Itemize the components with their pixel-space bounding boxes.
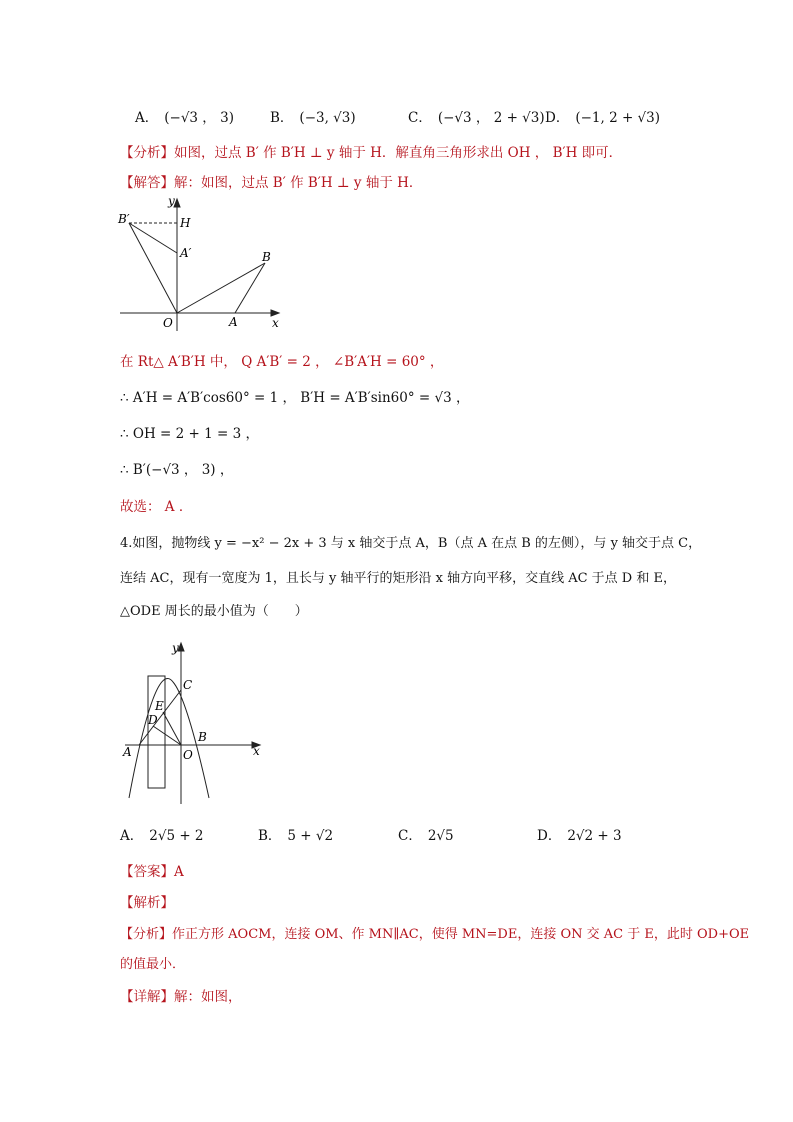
- label-y: y: [168, 195, 175, 208]
- option-label: B．: [258, 828, 282, 844]
- option-label: D．: [537, 828, 562, 844]
- segment-b1-a1: [129, 223, 177, 253]
- label-d: D: [148, 713, 158, 727]
- label-e: E: [155, 699, 164, 713]
- option-value: (−3, √3): [299, 110, 356, 126]
- detail-tag: 【详解】: [120, 989, 174, 1005]
- q3-option-b: [270, 108, 356, 128]
- option-value: 2√2 + 3: [567, 828, 622, 844]
- q4-option-a: [120, 826, 204, 846]
- q3-step-3: ∴ OH = 2 + 1 = 3 ，: [120, 426, 259, 442]
- q4-option-d: [537, 826, 622, 846]
- label-h: H: [180, 216, 191, 230]
- segment-b1-o: [129, 223, 177, 313]
- q3-analysis: [120, 143, 622, 163]
- label-b: B: [262, 250, 271, 264]
- option-value: 2√5: [427, 828, 454, 844]
- option-value: 5 + √2: [287, 828, 334, 844]
- label-y: y: [172, 641, 179, 655]
- analysis-text: 如图，过点 B′ 作 B′H ⊥ y 轴于 H．解直角三角形求出 OH ， B′H 即可．: [174, 145, 623, 161]
- option-value: (−1, 2 + √3): [575, 110, 661, 126]
- q4-jiexi: 【解析】: [120, 895, 174, 911]
- segment-o-b: [177, 263, 265, 313]
- segment-eo: [163, 712, 181, 745]
- figure-rotation-diagram: [115, 195, 290, 335]
- q3-step-1: 在 Rt△ A′B′H 中， Q A′B′ = 2 ， ∠B′A′H = 60° ，: [120, 354, 444, 370]
- q3-step-5: 故选： A ．: [120, 499, 193, 515]
- label-a-prime: A′: [180, 246, 192, 260]
- label-b-prime: B′: [118, 212, 130, 226]
- option-label: D．: [545, 110, 570, 126]
- detail-text: 解：如图，: [174, 989, 242, 1005]
- q4-question-line-2: 连结 AC，现有一宽度为 1，且长与 y 轴平行的矩形沿 x 轴方向平移，交直线 AC 于点 D 和 E，: [120, 571, 676, 586]
- label-a: A: [229, 315, 238, 329]
- segment-b-a: [235, 263, 265, 313]
- option-value: 2√5 + 2: [149, 828, 204, 844]
- option-label: C．: [398, 828, 422, 844]
- solution-text: 解：如图，过点 B′ 作 B′H ⊥ y 轴于 H．: [174, 175, 423, 191]
- parabola: [129, 678, 209, 798]
- option-value: (−√3 ， 3): [164, 110, 234, 126]
- q3-option-d: [545, 108, 660, 128]
- label-b: B: [198, 730, 207, 744]
- q4-question-line-3: △ODE 周长的最小值为（ ）: [120, 604, 308, 619]
- y-axis-arrow: [178, 643, 184, 651]
- q4-detail: [120, 987, 242, 1007]
- analysis-tag: 【分析】: [120, 927, 173, 942]
- label-x: x: [272, 316, 279, 330]
- label-x: x: [253, 744, 260, 758]
- y-axis-arrow: [174, 199, 180, 207]
- option-label: C．: [408, 110, 432, 126]
- figure-parabola-diagram: [115, 638, 265, 806]
- option-value: (−√3 ， 2 + √3): [437, 110, 545, 126]
- q3-solution: [120, 173, 422, 193]
- segment-do: [153, 726, 181, 745]
- q4-analysis-line-1: [120, 925, 749, 945]
- label-o: O: [163, 316, 173, 330]
- analysis-tag: 【分析】: [120, 145, 174, 161]
- label-a: A: [123, 745, 132, 759]
- q3-option-c: [408, 108, 545, 128]
- solution-tag: 【解答】: [120, 175, 174, 191]
- q4-option-b: [258, 826, 333, 846]
- label-c: C: [183, 678, 193, 692]
- q3-step-4: ∴ B′(−√3 ， 3) ，: [120, 462, 234, 478]
- q4-analysis-line-2: 的值最小．: [120, 957, 186, 972]
- analysis-text: 作正方形 AOCM，连接 OM、作 MN∥AC，使得 MN=DE，连接 ON 交 AC 于 E，此时 OD+OE: [172, 927, 750, 942]
- label-o: O: [183, 748, 193, 762]
- q3-option-a: [135, 108, 234, 128]
- q4-option-c: [398, 826, 454, 846]
- q3-step-2: ∴ A′H = A′B′cos60° = 1 ， B′H = A′B′sin60° = √3 ，: [120, 390, 470, 406]
- q4-question-line-1: 4.如图，抛物线 y = −x² − 2x + 3 与 x 轴交于点 A，B（点 A 在点 B 的左侧），与 y 轴交于点 C，: [120, 536, 702, 551]
- q4-answer: 【答案】A: [120, 864, 184, 880]
- option-label: A．: [120, 828, 144, 844]
- option-label: B．: [270, 110, 294, 126]
- option-label: A．: [135, 110, 159, 126]
